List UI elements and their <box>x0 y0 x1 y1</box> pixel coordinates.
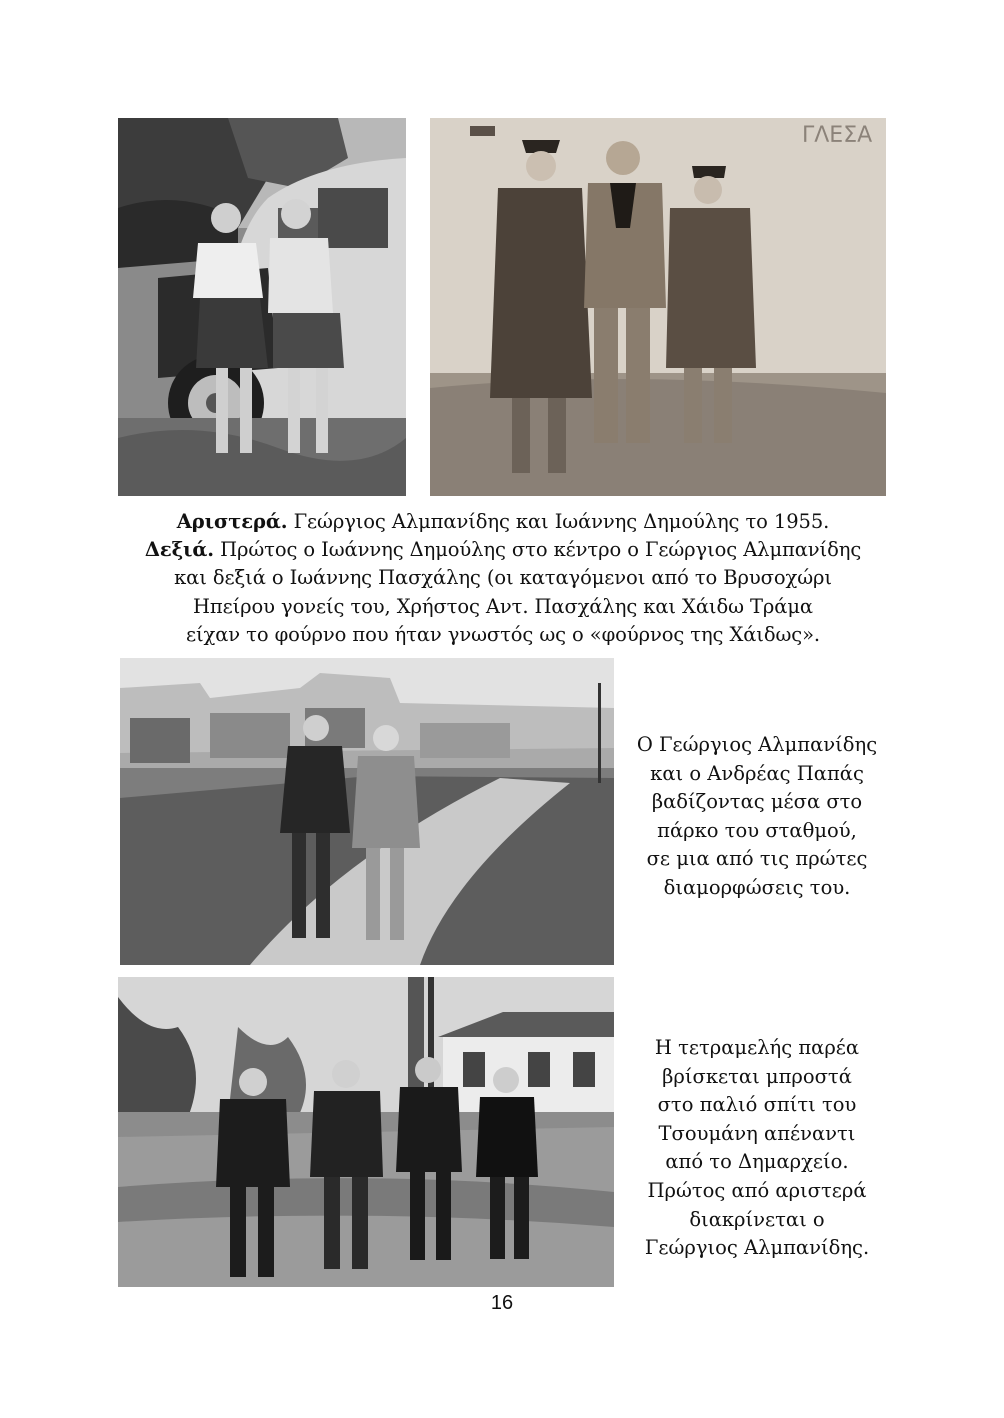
caption-line: Πρώτος από αριστερά <box>647 1178 867 1202</box>
park-photo-caption <box>624 731 890 903</box>
caption-line: Ο Γεώργιος Αλμπανίδης <box>636 733 878 756</box>
caption-line: στο παλιό σπίτι του <box>657 1093 857 1117</box>
caption-line: σε μια από τις πρώτες <box>646 847 868 871</box>
caption-line: και ο Ανδρέας Παπάς <box>650 761 864 785</box>
four-men-photo-caption <box>624 1034 890 1263</box>
page-number: 16 <box>490 1292 514 1314</box>
caption-line: διακρίνεται ο <box>689 1207 825 1231</box>
caption-line: Τσουμάνη απέναντι <box>658 1121 856 1145</box>
caption-line-1: Αριστερά. Γεώργιος Αλμπανίδης και Ιωάννης Δημούλης το 1955. <box>176 510 830 533</box>
caption-line: Γεώργιος Αλμπανίδης. <box>644 1236 870 1260</box>
caption-right-label: Δεξιά. <box>144 538 214 562</box>
caption-line: διαμορφώσεις του. <box>663 875 851 899</box>
photo-two-boys-with-car <box>118 118 406 496</box>
caption-line: βρίσκεται μπροστά <box>662 1064 852 1088</box>
caption-line: Η τετραμελής παρέα <box>654 1036 860 1059</box>
svg-text:ΓΛΕΣΑ: ΓΛΕΣΑ <box>802 123 873 148</box>
photo-two-men-walking-park <box>120 658 614 965</box>
caption-line-4: Ηπείρου γονείς του, Χρήστος Αντ. Πασχάλης και Χάιδω Τράμα <box>193 594 813 618</box>
photo-four-men-old-house <box>118 977 614 1287</box>
caption-line: βαδίζοντας μέσα στο <box>651 790 863 814</box>
photo-three-men-against-wall <box>430 118 886 496</box>
caption-line-2: Δεξιά. Πρώτος ο Ιωάννης Δημούλης στο κέντρο ο Γεώργιος Αλμπανίδης <box>144 538 862 562</box>
top-photos-caption <box>120 508 886 649</box>
caption-line-3: και δεξιά ο Ιωάννης Πασχάλης (οι καταγόμενοι από το Βρυσοχώρι <box>174 566 832 590</box>
caption-line: πάρκο του σταθμού, <box>657 818 857 842</box>
caption-line-5: είχαν το φούρνο που ήταν γνωστός ως ο «φούρνος της Χάιδως». <box>185 622 821 646</box>
caption-line: από το Δημαρχείο. <box>665 1150 849 1174</box>
caption-left-label: Αριστερά. <box>176 510 288 533</box>
